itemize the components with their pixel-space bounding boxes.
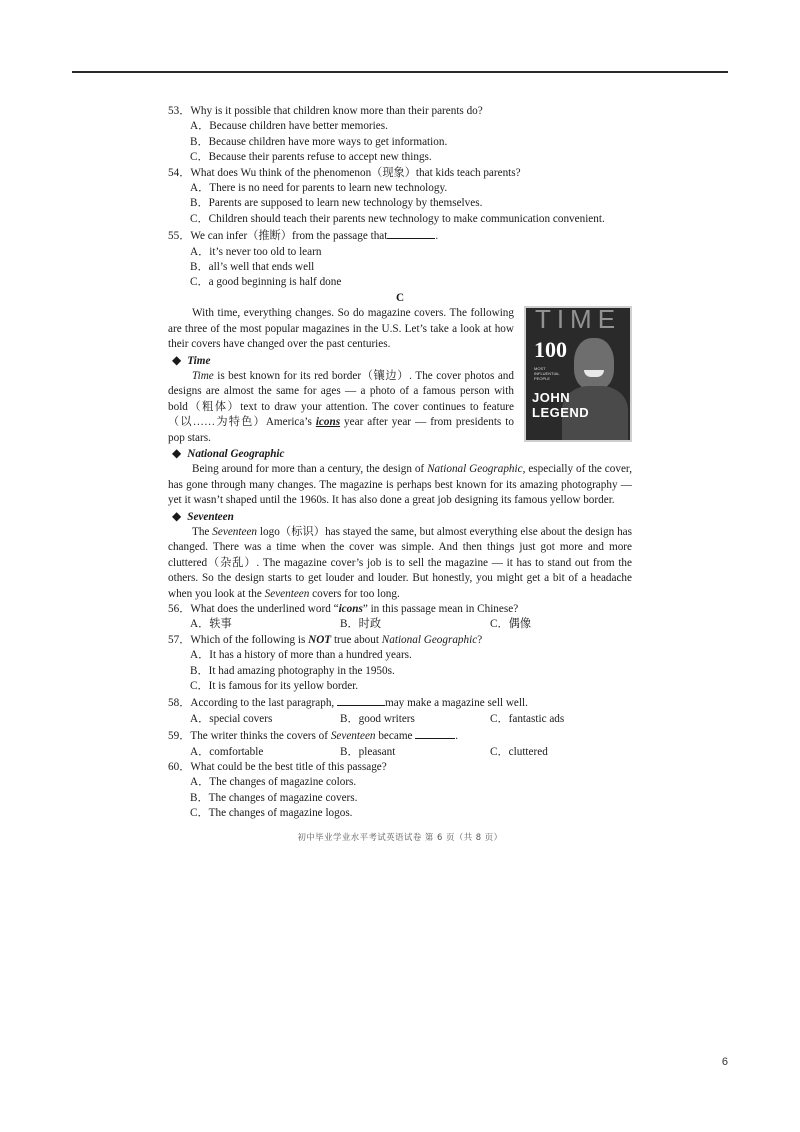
section-text: year after year — from presidents to pop stars. [168,416,514,444]
section-heading-seventeen [168,509,632,525]
section-body-seventeen [168,525,632,602]
option-58-b: B．good writers [340,712,415,725]
section-body-national-geographic [168,462,632,508]
diamond-bullet-icon: ◆ [172,508,182,523]
option-55-c: C．a good beginning is half done [190,276,342,289]
passage-letter: C [395,291,405,304]
question-57-prefix: 57．Which of the following is [168,633,309,646]
page-footer: 初中毕业学业水平考试英语试卷 第 6 页（共 8 页） [297,832,503,842]
option-55-b: B．all’s well that ends well [190,261,315,274]
option-59-b: B．pleasant [340,745,396,758]
diamond-bullet-icon: ◆ [172,445,182,460]
underlined-word-icons: icons [315,416,341,429]
cover-portrait-head [574,338,614,390]
option-57-c: C．It is famous for its yellow border. [190,680,359,693]
question-56-suffix: ” in this passage mean in Chinese? [362,603,519,615]
magazine-name: National Geographic [381,633,478,646]
question-59-prefix: 59．The writer thinks the covers of [168,730,331,743]
option-59-c: C．cluttered [490,745,548,758]
section-text: is best known for its red border（镶边）. The cover photos and designs are almost the same for ages — a photo of a famous person with bold（粗体）text to draw your attention. The cover continues to feature（以……为特色）America’s [168,369,514,429]
magazine-name: Seventeen [264,587,310,600]
cover-name-line2: LEGEND [532,405,590,421]
question-55-suffix: . [435,230,439,243]
section-text: , especially of the cover, has gone through many changes. The magazine is perhaps best known for its amazing photography — yet it wasn’t shaped until the 1960s. It has also done a great job designing its famous yellow border. [168,463,632,507]
section-text: Being around for more than a century, the design of [192,463,428,476]
option-58-a: A．special covers [190,712,273,725]
page-number: 6 [721,1056,728,1068]
passage-intro: With time, everything changes. So do magazine covers. The following are three of the most popular magazines in the U.S. Let’s take a look at how their covers have changed over the past centuries. [168,307,514,351]
question-53: 53．Why is it possible that children know more than their parents do? [168,105,483,117]
option-54-b: B．Parents are supposed to learn new technology by themselves. [190,197,483,210]
question-60: 60．What could be the best title of this passage? [168,761,387,774]
answer-blank-55 [387,227,435,239]
cover-name-line1: JOHN [532,390,571,406]
magazine-name: National Geographic [427,463,523,476]
option-57-b: B．It had amazing photography in the 1950s. [190,664,395,677]
option-60-c: C．The changes of magazine logos. [190,807,353,820]
options-59 [168,745,632,760]
question-58-prefix: 58．According to the last paragraph, [168,697,335,710]
options-56 [168,617,632,632]
option-56-a: A．轶事 [190,618,232,631]
section-text: The [192,525,213,538]
magazine-name: Time [192,369,214,382]
option-57-a: A．It has a history of more than a hundred years. [190,649,412,662]
question-59-suffix: became [375,730,413,743]
question-56 [168,602,632,617]
option-58-c: C．fantastic ads [490,712,565,725]
question-59 [168,727,632,744]
option-53-c: C．Because their parents refuse to accept new things. [190,151,432,164]
option-60-a: A．The changes of magazine colors. [190,776,357,789]
section-title-national-geographic: National Geographic [187,447,285,460]
magazine-name: Seventeen [212,525,258,538]
question-57 [168,633,632,648]
cover-small-text: MOST INFLUENTIAL PEOPLE [534,366,560,382]
section-title-seventeen: Seventeen [187,510,234,523]
section-text: logo（标识）has stayed the same, but almost everything else about the design has changed. There was a time when the cover was simple. And then things just got more and more cluttered（杂乱）. The magazine cover’s job is to sell the magazine — it has to stand out from the others. So the design starts to get louder and louder. But honestly, you might get a bit of a headache when you look at the [168,525,632,600]
option-59-a: A．comfortable [190,745,264,758]
question-58 [168,694,632,711]
option-60-b: B．The changes of magazine covers. [190,791,358,804]
option-53-b: B．Because children have more ways to get information. [190,135,448,148]
options-58 [168,712,632,727]
answer-blank-59 [415,727,455,739]
cover-number: 100 [534,337,567,363]
section-heading-national-geographic [168,446,632,462]
page-content [168,104,632,822]
option-56-c: C．偶像 [490,618,532,631]
question-57-middle: true about [331,633,382,646]
option-56-b: B．时政 [340,618,382,631]
question-55-prefix: 55．We can infer（推断）from the passage that [168,230,388,243]
question-57-suffix: ? [477,633,483,646]
option-55-a: A．it’s never too old to learn [190,245,322,258]
option-54-a: A．There is no need for parents to learn new technology. [190,182,448,195]
question-54: 54．What does Wu think of the phenomenon（现象）that kids teach parents? [168,166,521,179]
question-55 [168,227,632,244]
question-57-not: NOT [308,633,332,646]
cover-masthead: TIME [534,306,622,335]
section-title-time: Time [187,354,211,367]
option-54-c: C．Children should teach their parents new technology to make communication convenient. [190,212,605,225]
answer-blank-58 [337,694,385,706]
section-text: covers for too long. [309,587,400,600]
question-59-end: . [455,730,459,743]
question-58-suffix: may make a magazine sell well. [385,697,528,710]
question-56-prefix: 56．What does the underlined word “ [168,603,339,615]
diamond-bullet-icon: ◆ [172,352,182,367]
magazine-cover-image [524,306,632,442]
question-56-word: icons [338,603,363,615]
option-53-a: A．Because children have better memories. [190,120,388,133]
header-rule [72,71,728,73]
magazine-name: Seventeen [330,730,376,743]
